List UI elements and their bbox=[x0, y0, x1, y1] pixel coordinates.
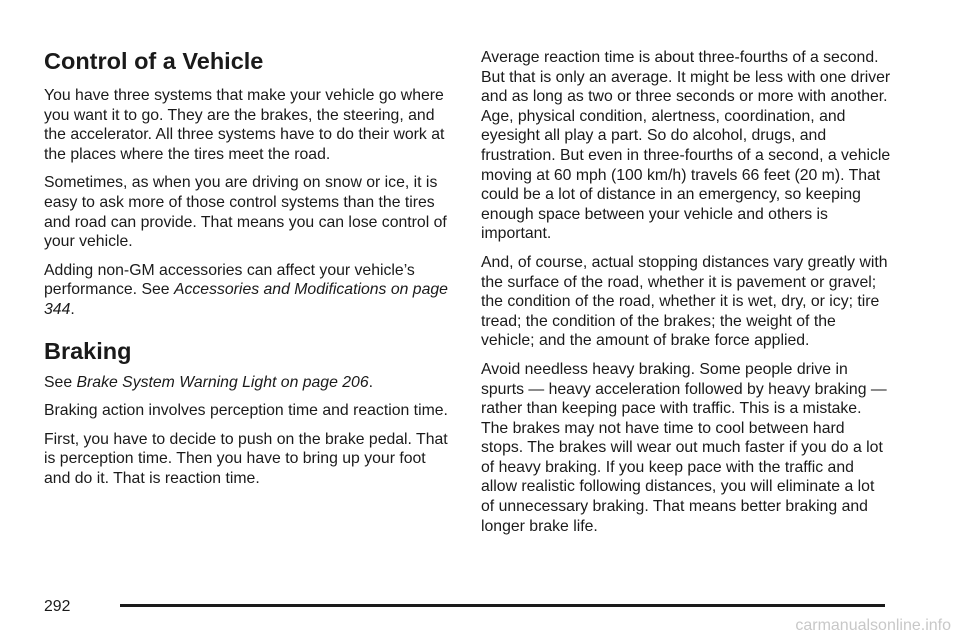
paragraph-see-text: See bbox=[44, 373, 77, 391]
section-heading-control-of-a-vehicle: Control of a Vehicle bbox=[44, 48, 264, 74]
paragraph-stopping-distances: And, of course, actual stopping distances vary greatly with the surface of the road, whether it is pavement or gravel; the condition of the road, whether it is wet, dry, or icy; tire tread; the condition of the brakes; the weight of the vehicle; and the amount of brake force applied. bbox=[481, 253, 888, 350]
section-heading-braking: Braking bbox=[44, 337, 132, 364]
cross-reference-brake-warning-light[interactable]: Brake System Warning Light on page 206 bbox=[76, 373, 369, 391]
paragraph-braking-action: Braking action involves perception time and reaction time. bbox=[44, 402, 448, 420]
paragraph-average-reaction-time: Average reaction time is about three-fourths of a second. But that is only an average. It might be less with one driver and as long as two or three seconds or more with another. Age, physical condition, alertness, coordination, and eyesight all play a part. So do alcohol, drugs, and frustration. But even in three-fourths of a second, a vehicle moving at 60 mph (100 km/h) travels 66 feet (20 m). That could be a lot of distance in an emergency, so keeping enough space between your vehicle and others is important. bbox=[481, 49, 891, 243]
paragraph-three-systems: You have three systems that make your vehicle go where you want it to go. They are the brakes, the steering, and the accelerator. All three systems have to do their work at the places where the tires meet the road. bbox=[44, 87, 445, 163]
paragraph-accessories bbox=[44, 261, 454, 320]
paragraph-see-warning-light bbox=[44, 373, 454, 393]
paragraph-perception-reaction: First, you have to decide to push on the brake pedal. That is perception time. Then you have to bring up your foot and do it. That is reaction time. bbox=[44, 430, 448, 487]
cross-reference-accessories[interactable]: Accessories and Modifications on page 344 bbox=[44, 281, 448, 318]
paragraph-see-end: . bbox=[368, 373, 374, 391]
paragraph-avoid-heavy-braking: Avoid needless heavy braking. Some people drive in spurts — heavy acceleration followed by heavy braking — rather than keeping pace with traffic. This is a mistake. The brakes may not have time to cool between hard stops. The brakes will wear out much faster if you do a lot of heavy braking. If you keep pace with the traffic and allow realistic following distances, you will eliminate a lot of unnecessary braking. That means better braking and longer brake life. bbox=[481, 360, 887, 535]
page-number: 292 bbox=[44, 598, 71, 615]
paragraph-accessories-text: Adding non-GM accessories can affect your vehicle’s performance. See bbox=[44, 261, 415, 299]
footer-rule bbox=[120, 604, 885, 607]
right-column bbox=[481, 48, 891, 545]
watermark: carmanualsonline.info bbox=[795, 617, 951, 634]
paragraph-snow-ice: Sometimes, as when you are driving on snow or ice, it is easy to ask more of those control systems than the tires and road can provide. That means you can lose control of your vehicle. bbox=[44, 174, 447, 251]
left-column bbox=[44, 40, 454, 498]
paragraph-accessories-end: . bbox=[70, 300, 75, 318]
